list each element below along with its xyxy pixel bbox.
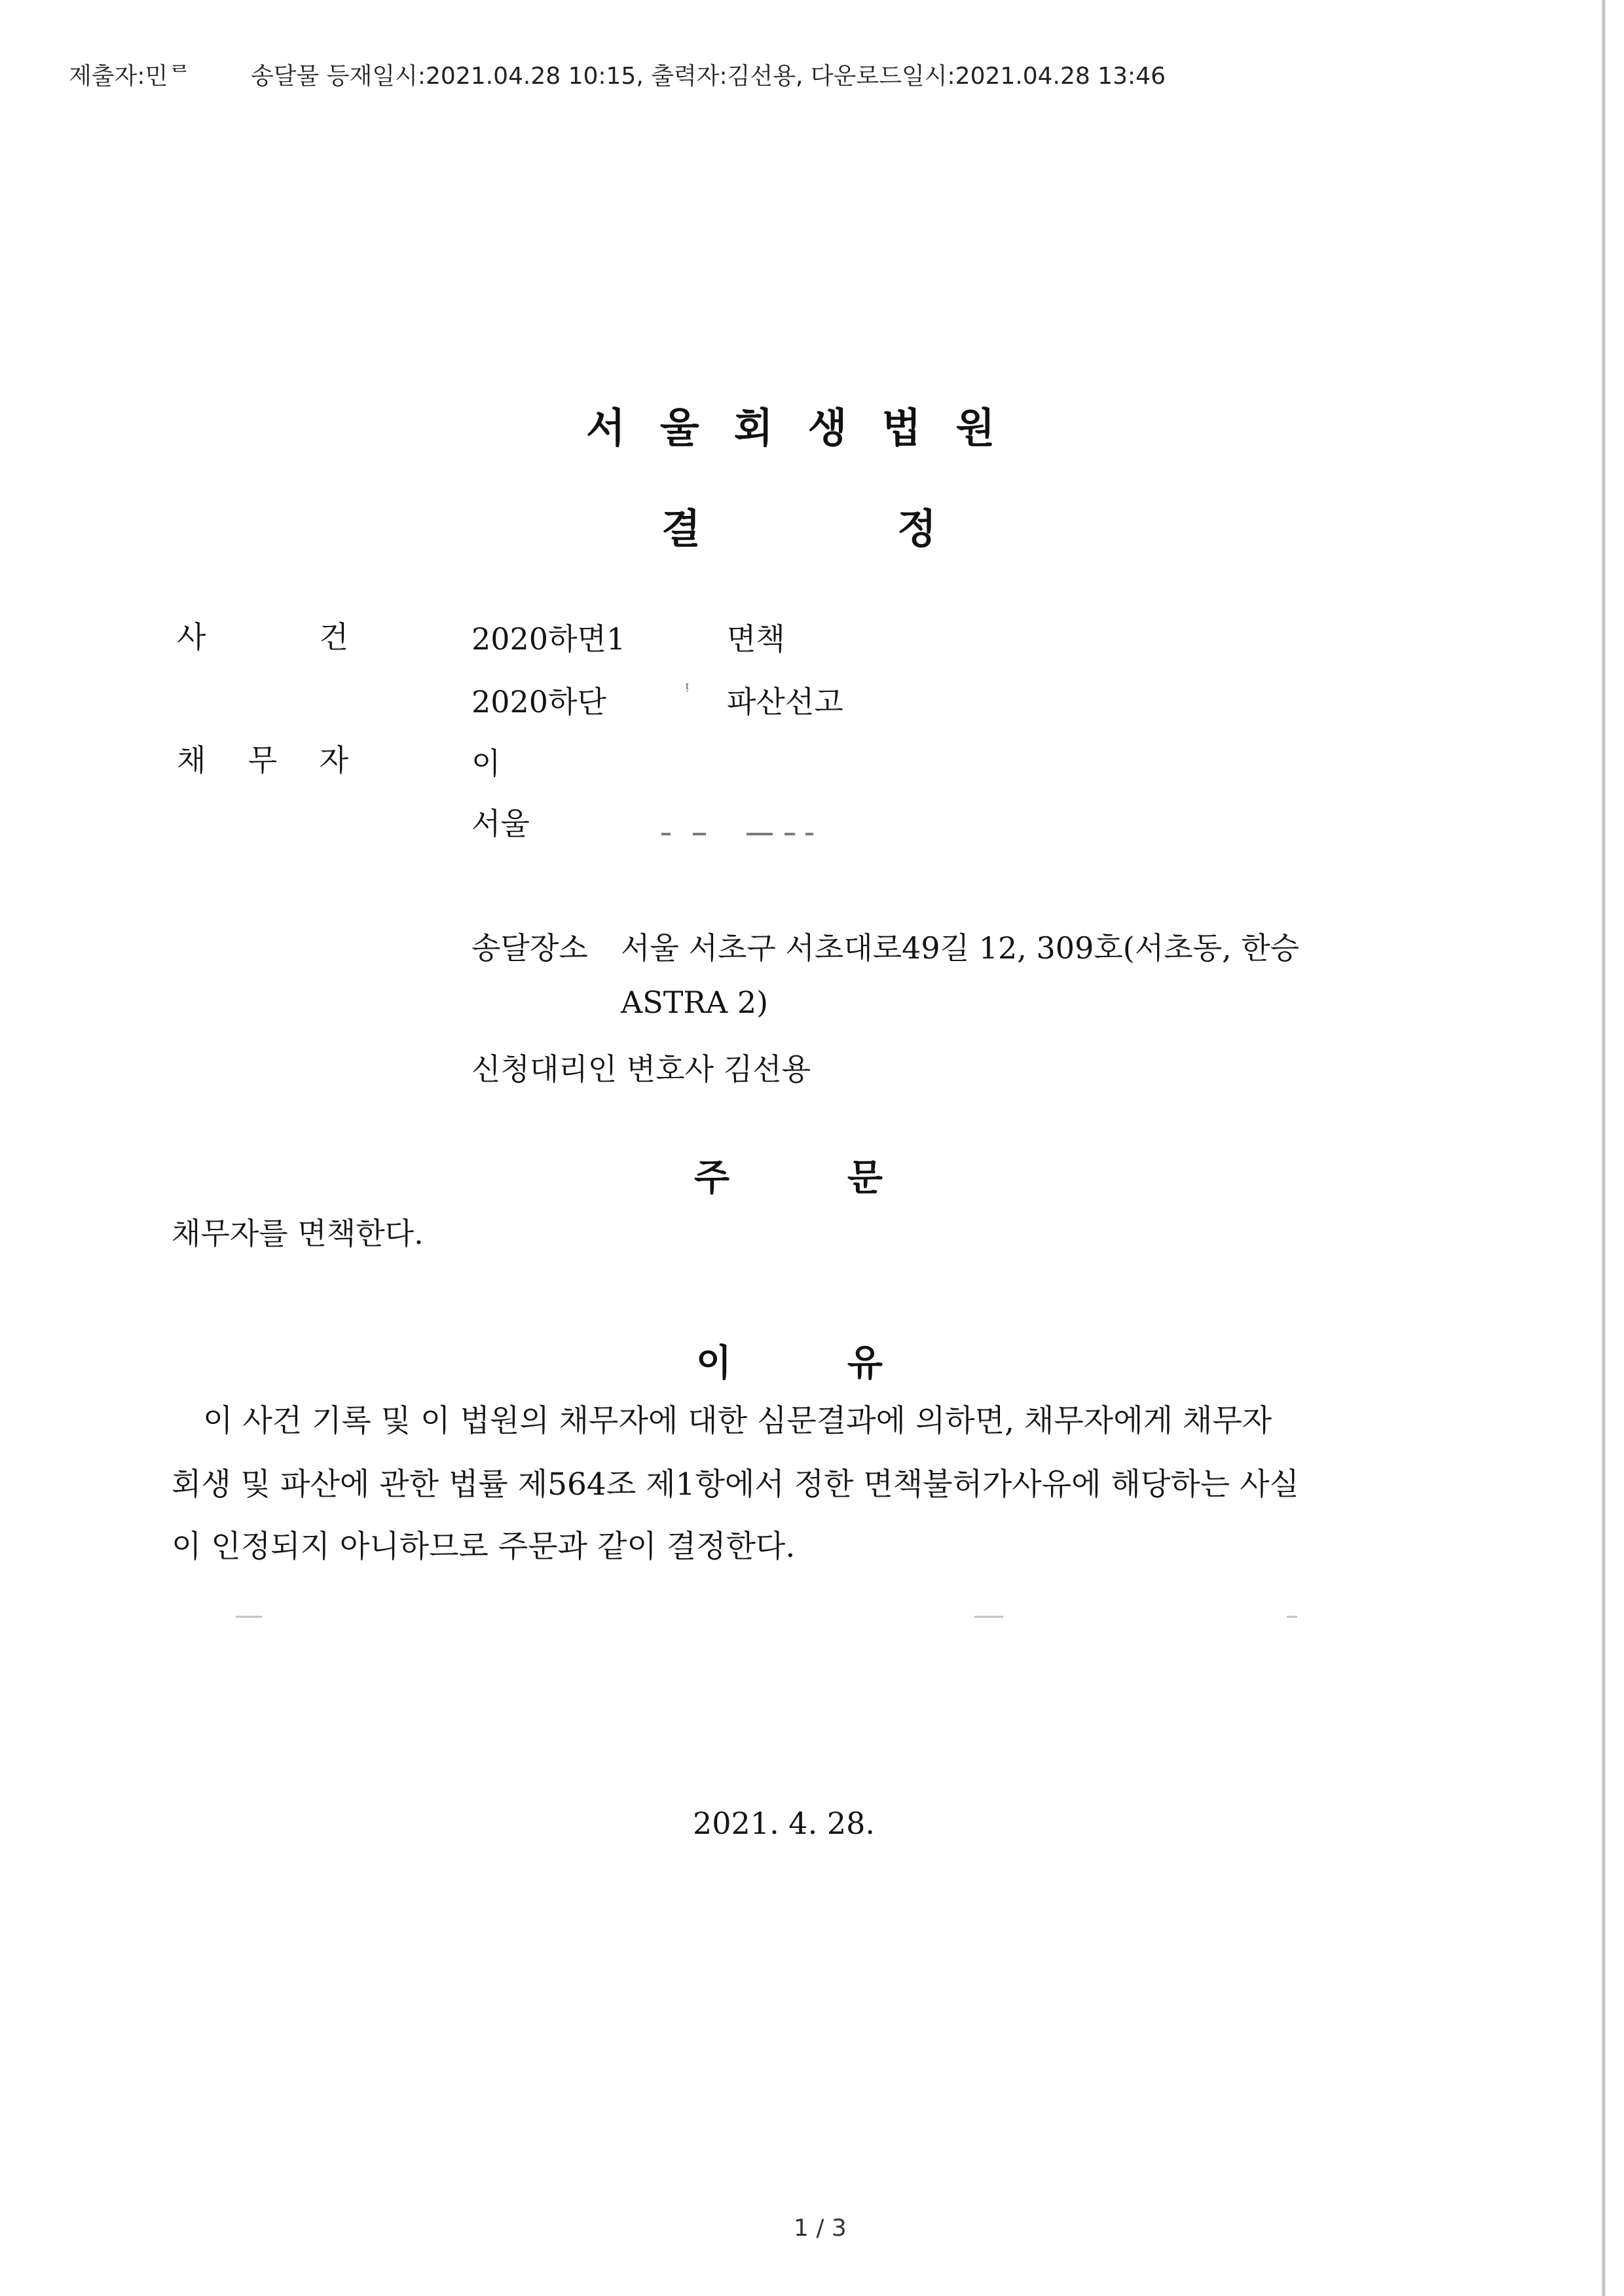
case-label: [177, 613, 348, 657]
scan-speck: [974, 1616, 1003, 1618]
debtor-name: 이: [471, 746, 501, 781]
reason-line: 이 인정되지 아니하므로 주문과 같이 결정한다.: [172, 1529, 796, 1565]
scan-speck: [1287, 1616, 1297, 1618]
redaction-mark: [693, 833, 706, 835]
debtor-label-char: 채: [177, 742, 206, 778]
delivery-address-line2: ASTRA 2): [621, 985, 769, 1020]
decision-date: 2021. 4. 28.: [693, 1806, 875, 1841]
order-heading-char: 주: [694, 1157, 730, 1199]
document-title: [661, 496, 936, 555]
document-title-char: 정: [897, 505, 936, 553]
reason-heading: [696, 1334, 883, 1387]
debtor-label-char: 무: [248, 742, 278, 778]
delivery-address-label: 송달장소: [471, 930, 588, 966]
debtor-label: [177, 737, 348, 780]
scan-edge: [1602, 0, 1606, 2296]
delivery-metadata: 송달물 등재일시:2021.04.28 10:15, 출력자:김선용, 다운로드일시:2021.04.28 13:46: [251, 63, 1166, 90]
order-heading-char: 문: [847, 1157, 883, 1199]
attorney-agent: 신청대리인 변호사 김선용: [471, 1051, 811, 1087]
scan-speck: [236, 1616, 262, 1618]
case-type-1: 면책: [727, 621, 785, 657]
submitter-label: 제출자:민ᄅ: [69, 63, 191, 90]
redaction-mark: [747, 833, 773, 835]
redaction-mark: [805, 833, 813, 835]
reason-line: 이 사건 기록 및 이 법원의 채무자에 대한 심문결과에 의하면, 채무자에게 채무자: [203, 1403, 1272, 1439]
order-heading: [694, 1149, 883, 1201]
order-text: 채무자를 면책한다.: [172, 1216, 424, 1251]
delivery-address-line1: 서울 서초구 서초대로49길 12, 309호(서초동, 한승: [621, 930, 1300, 966]
redaction-remnant: ᵎ: [685, 678, 689, 701]
case-number-2: 2020하단: [471, 684, 606, 720]
reason-heading-char: 유: [847, 1342, 883, 1385]
reason-line: 회생 및 파산에 관한 법률 제564조 제1항에서 정한 면책불허가사유에 해당하는 사실: [172, 1467, 1299, 1503]
case-label-char: 사: [177, 619, 206, 655]
redaction-mark: [661, 833, 671, 835]
case-number-1: 2020하면1: [471, 621, 626, 657]
debtor-address: 서울: [471, 806, 530, 841]
court-name: 서울회생법원: [586, 404, 1030, 452]
redaction-mark: [784, 833, 795, 835]
case-label-char: 건: [319, 619, 348, 655]
debtor-label-char: 자: [319, 742, 348, 778]
case-type-2: 파산선고: [727, 684, 843, 720]
page-number: 1 / 3: [794, 2215, 847, 2242]
reason-heading-char: 이: [696, 1342, 732, 1385]
document-title-char: 결: [661, 505, 701, 553]
